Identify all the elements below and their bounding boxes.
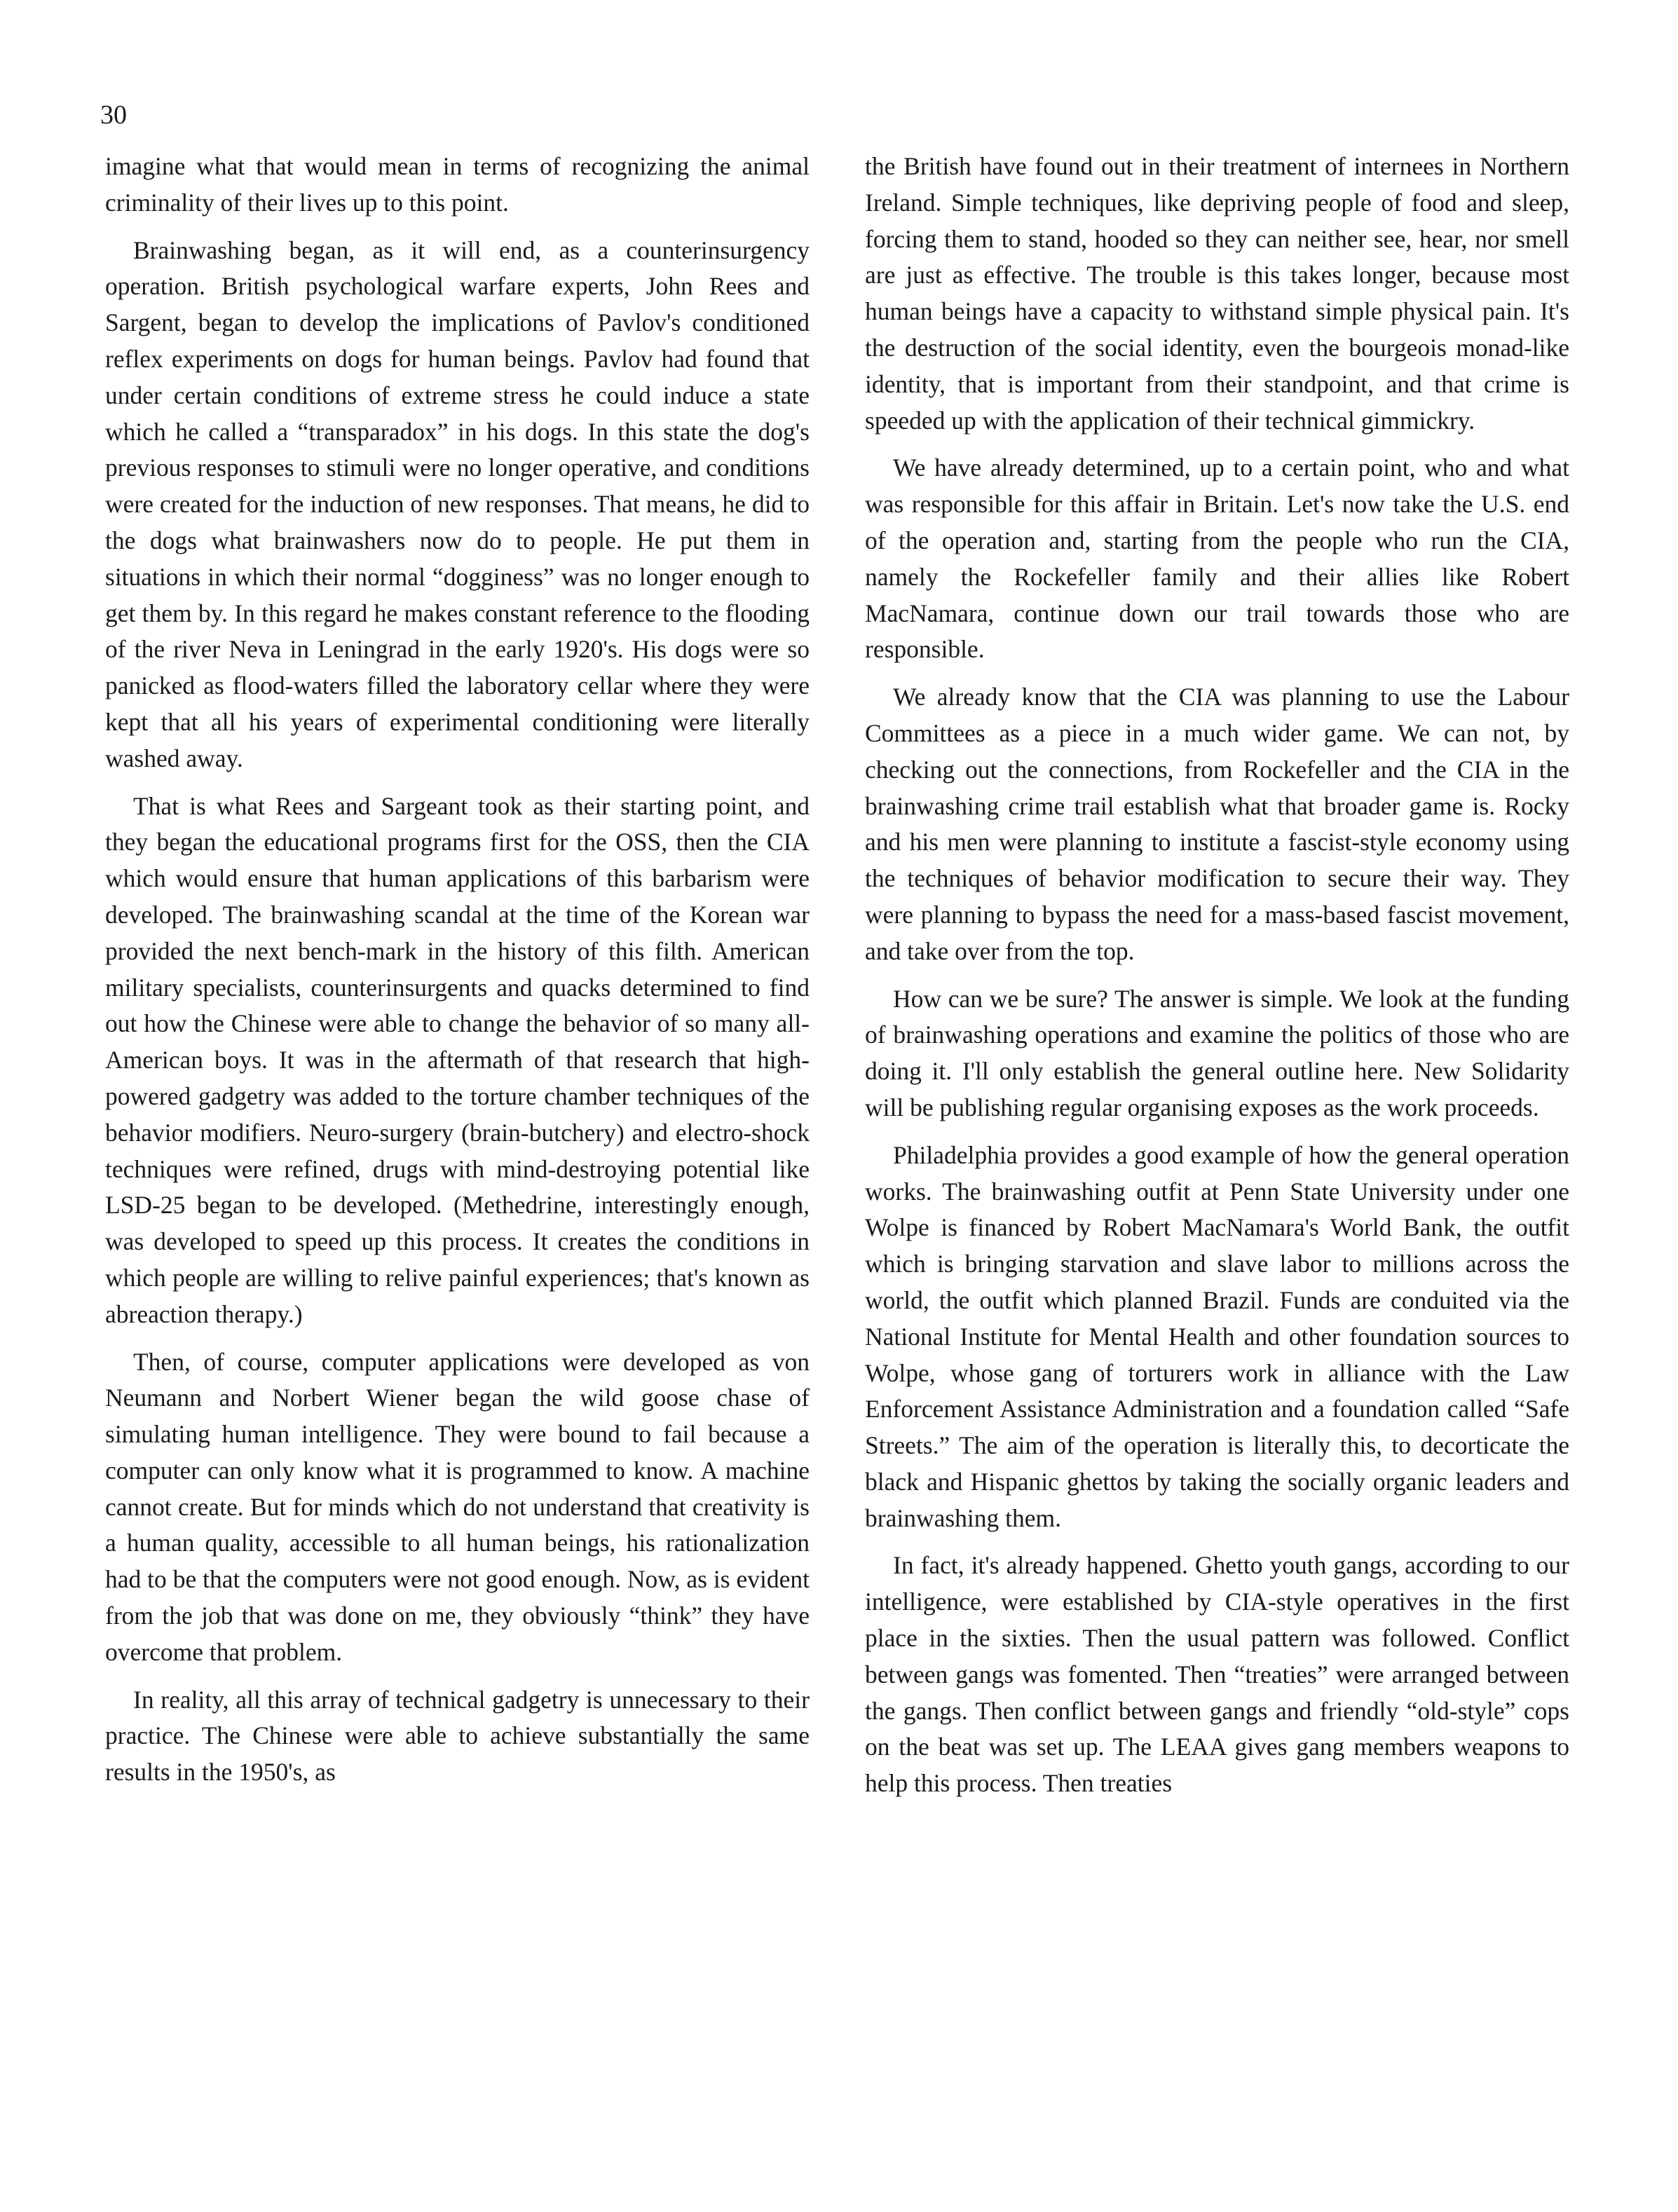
paragraph: We already know that the CIA was planning to use the Labour Committees as a piece in a much wider game. We can not, by checking out the connections, from Rockefeller and the CIA in the brainwashing crime trail establish what that broader game is. Rocky and his men were planning to institute a fascist-style economy using the techniques of behavior modification to secure their way. They were planning to bypass the need for a mass-based fascist movement, and take over from the top. [865,683,1569,965]
left-column [105,149,810,1802]
paragraph: Brainwashing began, as it will end, as a counterinsurgency operation. British psychological warfare experts, John Rees and Sargent, began to develop the implications of Pavlov's conditioned reflex experiments on dogs for human beings. Pavlov had found that under certain conditions of extreme stress he could induce a state which he called a “transparadox” in his dogs. In this state the dog's previous responses to stimuli were no longer operative, and conditions were created for the induction of new responses. That means, he did to the dogs what brainwashers now do to people. He put them in situations in which their normal “dogginess” was no longer enough to get them by. In this regard he makes constant reference to the flooding of the river Neva in Leningrad in the early 1920's. His dogs were so panicked as flood-waters filled the laboratory cellar where they were kept that all his years of experimental conditioning were literally washed away. [105,235,810,772]
right-column [865,149,1569,1813]
paragraph: We have already determined, up to a certain point, who and what was responsible for this affair in Britain. Let's now take the U.S. end of the operation and, starting from the people who run the CIA, namely the Rockefeller family and their allies like Robert MacNamara, continue down our trail towards those who are responsible. [865,453,1569,664]
paragraph: imagine what that would mean in terms of recognizing the animal criminality of their lives up to this point. [105,152,810,217]
paragraph: In reality, all this array of technical gadgetry is unnecessary to their practice. The Chinese were able to achieve substantially the same results in the 1950's, as [105,1685,810,1787]
paragraph: the British have found out in their treatment of internees in Northern Ireland. Simple techniques, like depriving people of food and sleep, forcing them to stand, hooded so they can neither see, hear, nor smell are just as effective. The trouble is this takes longer, because most human beings have a capacity to withstand simple physical pain. It's the destruction of the social identity, even the bourgeois monad-like identity, that is important from their standpoint, and that crime is speeded up with the application of their technical gimmickry. [865,152,1569,435]
paragraph: In fact, it's already happened. Ghetto youth gangs, according to our intelligence, were established by CIA-style operatives in the first place in the sixties. Then the usual pattern was followed. Conflict between gangs was fomented. Then “treaties” were arranged between the gangs. Then conflict between gangs and friendly “old-style” cops on the beat was set up. The LEAA gives gang members weapons to help this process. Then treaties [865,1551,1569,1798]
paragraph: Philadelphia provides a good example of how the general operation works. The brainwashing outfit at Penn State University under one Wolpe is financed by Robert MacNamara's World Bank, the outfit which is bringing starvation and slave labor to millions across the world, the outfit which planned Brazil. Funds are conduited via the National Institute for Mental Health and other foundation sources to Wolpe, whose gang of torturers work in alliance with the Law Enforcement Assistance Administration and a foundation called “Safe Streets.” The aim of the operation is literally this, to decorticate the black and Hispanic ghettos by taking the socially organic leaders and brainwashing them. [865,1140,1569,1532]
paragraph: How can we be sure? The answer is simple. We look at the funding of brainwashing operations and examine the politics of those who are doing it. I'll only establish the general outline here. New Solidarity will be publishing regular organising exposes as the work proceeds. [865,984,1569,1121]
page-number: 30 [100,100,127,130]
paragraph: Then, of course, computer applications were developed as von Neumann and Norbert Wiener began the wild goose chase of simulating human intelligence. They were bound to fail because a computer can only know what it is programmed to know. A machine cannot create. But for minds which do not understand that creativity is a human quality, accessible to all human beings, his rationalization had to be that the computers were not good enough. Now, as is evident from the job that was done on me, they obviously “think” they have overcome that problem. [105,1347,810,1666]
paragraph: That is what Rees and Sargeant took as their starting point, and they began the educational programs first for the OSS, then the CIA which would ensure that human applications of this barbarism were developed. The brainwashing scandal at the time of the Korean war provided the next bench-mark in the history of this filth. American military specialists, counterinsurgents and quacks determined to find out how the Chinese were able to change the behavior of so many all-American boys. It was in the aftermath of that research that high-powered gadgetry was added to the torture chamber techniques of the behavior modifiers. Neuro-surgery (brain-butchery) and electro-shock techniques were refined, drugs with mind-destroying potential like LSD-25 began to be developed. (Methedrine, interestingly enough, was developed to speed up this process. It creates the conditions in which people are willing to relive painful experiences; that's known as abreaction therapy.) [105,791,810,1328]
